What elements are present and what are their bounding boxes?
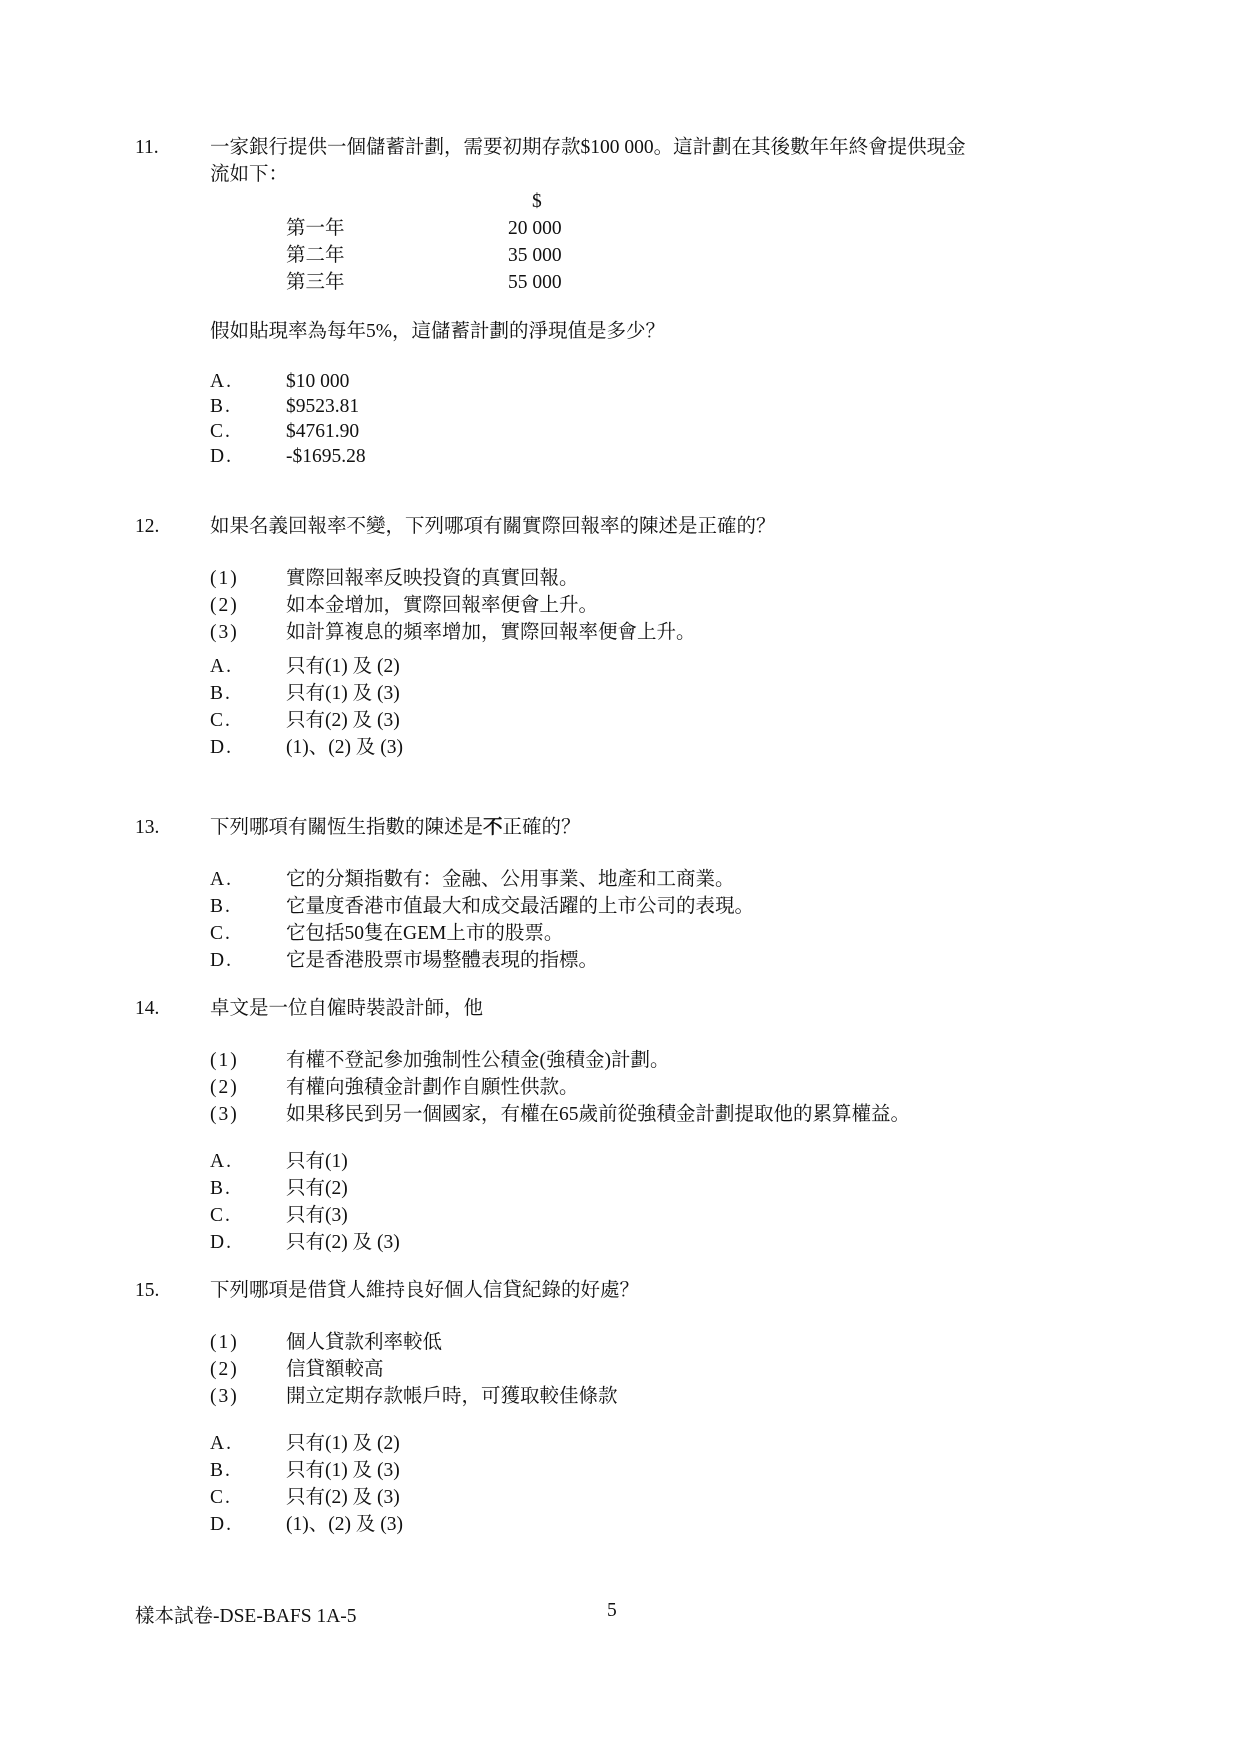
option-c[interactable] — [210, 1484, 1140, 1511]
option-label: C. — [210, 421, 232, 442]
option-d[interactable] — [210, 734, 1140, 761]
option-label: A. — [210, 1151, 233, 1172]
statement-text: 如本金增加，實際回報率便會上升。 — [286, 595, 599, 616]
statement-text: 個人貸款利率較低 — [286, 1332, 443, 1353]
option-label: A. — [210, 1433, 233, 1454]
statement-text: 如果移民到另一個國家，有權在65歲前從強積金計劃提取他的累算權益。 — [286, 1104, 911, 1125]
option-d[interactable] — [210, 1511, 1140, 1538]
option-label: D. — [210, 950, 233, 971]
statement-label: (3) — [210, 622, 239, 643]
stem-emphasis: 不 — [483, 817, 503, 838]
option-text: $9523.81 — [286, 396, 360, 417]
question-stem: 如果名義回報率不變，下列哪項有關實際回報率的陳述是正確的？ — [210, 516, 776, 537]
statement-label: (1) — [210, 1050, 239, 1071]
option-text: 只有(1) 及 (3) — [286, 1460, 400, 1481]
statement-2 — [210, 592, 1140, 619]
option-text: $10 000 — [286, 371, 350, 392]
option-label: D. — [210, 1232, 233, 1253]
question-stem: 下列哪項是借貸人維持良好個人信貸紀錄的好處？ — [210, 1280, 640, 1301]
option-label: D. — [210, 446, 233, 467]
option-c[interactable] — [210, 707, 1140, 734]
option-label: B. — [210, 1178, 232, 1199]
cashflow-amount: 55 000 — [508, 272, 562, 293]
stem-line: 流如下： — [210, 164, 289, 185]
question-text: 假如貼現率為每年5%，這儲蓄計劃的淨現值是多少？ — [210, 321, 665, 342]
option-b[interactable] — [210, 1175, 1140, 1202]
option-b[interactable] — [210, 893, 1140, 920]
option-text: 它包括50隻在GEM上市的股票。 — [286, 923, 564, 944]
statement-text: 實際回報率反映投資的真實回報。 — [286, 568, 579, 589]
statement-1 — [210, 1329, 1140, 1356]
statement-text: 開立定期存款帳戶時，可獲取較佳條款 — [286, 1386, 618, 1407]
option-label: B. — [210, 1460, 232, 1481]
cashflow-year: 第三年 — [286, 272, 345, 293]
statement-text: 如計算複息的頻率增加，實際回報率便會上升。 — [286, 622, 696, 643]
option-a[interactable] — [210, 653, 1140, 680]
option-text: (1)、(2) 及 (3) — [286, 737, 403, 758]
stem-line: 一家銀行提供一個儲蓄計劃，需要初期存款$100 000。這計劃在其後數年年終會提供現金 — [210, 137, 966, 158]
option-label: D. — [210, 1514, 233, 1535]
option-a[interactable] — [210, 866, 1140, 893]
statement-label: (2) — [210, 1077, 239, 1098]
option-label: C. — [210, 1205, 232, 1226]
statement-1 — [210, 1047, 1140, 1074]
option-text: 它的分類指數有：金融、公用事業、地產和工商業。 — [286, 869, 735, 890]
statement-label: (1) — [210, 568, 239, 589]
option-text: $4761.90 — [286, 421, 360, 442]
statement-label: (3) — [210, 1386, 239, 1407]
option-label: A. — [210, 656, 233, 677]
option-label: B. — [210, 896, 232, 917]
footer-page-number: 5 — [607, 1600, 617, 1621]
statement-2 — [210, 1356, 1140, 1383]
option-b[interactable] — [210, 393, 1140, 420]
question-stem — [210, 134, 1110, 188]
stem-text: 下列哪項有關恆生指數的陳述是 — [210, 817, 484, 838]
option-text: -$1695.28 — [286, 446, 366, 467]
option-text: 只有(2) 及 (3) — [286, 710, 400, 731]
option-a[interactable] — [210, 1148, 1140, 1175]
question-number: 15. — [135, 1280, 160, 1301]
option-label: C. — [210, 710, 232, 731]
question-number: 12. — [135, 516, 160, 537]
option-b[interactable] — [210, 1457, 1140, 1484]
question-number: 11. — [135, 137, 159, 158]
statement-label: (2) — [210, 595, 239, 616]
stem-text: 正確的？ — [502, 817, 581, 838]
option-c[interactable] — [210, 1202, 1140, 1229]
statement-3 — [210, 619, 1140, 646]
cashflow-amount: 35 000 — [508, 245, 562, 266]
statement-1 — [210, 565, 1140, 592]
question-stem: 卓文是一位自僱時裝設計師，他 — [210, 998, 484, 1019]
option-a[interactable] — [210, 368, 1140, 395]
option-text: 它量度香港市值最大和成交最活躍的上市公司的表現。 — [286, 896, 755, 917]
option-text: 只有(2) — [286, 1178, 348, 1199]
option-text: 只有(2) 及 (3) — [286, 1487, 400, 1508]
statement-text: 有權向強積金計劃作自願性供款。 — [286, 1077, 579, 1098]
option-label: B. — [210, 683, 232, 704]
cashflow-row — [286, 242, 606, 269]
option-text: 只有(3) — [286, 1205, 348, 1226]
option-text: 只有(2) 及 (3) — [286, 1232, 400, 1253]
cashflow-year: 第二年 — [286, 245, 345, 266]
cashflow-row — [286, 269, 606, 296]
option-label: C. — [210, 1487, 232, 1508]
option-label: D. — [210, 737, 233, 758]
question-number: 13. — [135, 817, 160, 838]
question-number: 14. — [135, 998, 160, 1019]
option-text: 只有(1) 及 (2) — [286, 1433, 400, 1454]
option-text: 它是香港股票市場整體表現的指標。 — [286, 950, 599, 971]
option-c[interactable] — [210, 418, 1140, 445]
statement-3 — [210, 1101, 1140, 1128]
option-label: A. — [210, 869, 233, 890]
option-a[interactable] — [210, 1430, 1140, 1457]
statement-label: (1) — [210, 1332, 239, 1353]
option-text: 只有(1) — [286, 1151, 348, 1172]
option-label: A. — [210, 371, 233, 392]
cashflow-year: 第一年 — [286, 218, 345, 239]
statement-2 — [210, 1074, 1140, 1101]
option-b[interactable] — [210, 680, 1140, 707]
option-d[interactable] — [210, 443, 1140, 470]
statement-label: (2) — [210, 1359, 239, 1380]
statement-label: (3) — [210, 1104, 239, 1125]
cashflow-row — [286, 215, 606, 242]
option-label: C. — [210, 923, 232, 944]
currency-header: $ — [532, 191, 542, 212]
statement-3 — [210, 1383, 1140, 1410]
option-text: (1)、(2) 及 (3) — [286, 1514, 403, 1535]
option-label: B. — [210, 396, 232, 417]
option-text: 只有(1) 及 (2) — [286, 656, 400, 677]
option-c[interactable] — [210, 920, 1140, 947]
option-d[interactable] — [210, 947, 1140, 974]
statement-text: 信貸額較高 — [286, 1359, 384, 1380]
statement-text: 有權不登記參加強制性公積金(強積金)計劃。 — [286, 1050, 670, 1071]
question-stem — [210, 814, 1110, 841]
option-text: 只有(1) 及 (3) — [286, 683, 400, 704]
cashflow-amount: 20 000 — [508, 218, 562, 239]
option-d[interactable] — [210, 1229, 1140, 1256]
footer-paper-code: 樣本試卷-DSE-BAFS 1A-5 — [135, 1606, 357, 1627]
